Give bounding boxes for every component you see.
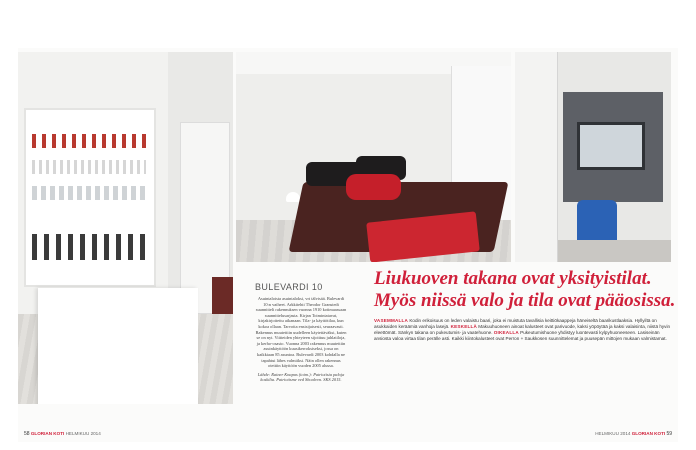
- history-column: [255, 282, 347, 383]
- photo-wardrobe: [515, 52, 558, 262]
- photo-bar-counter: [38, 288, 198, 404]
- caption-label-left: VASEMMALLA: [374, 318, 409, 323]
- kitchen-bar-photo: [18, 52, 233, 404]
- headline: [374, 268, 674, 312]
- caption-text-center: Makuuhuoneen ainoat kalusteet ovat parivuode, kaksi yöpöytää ja kaksi valaisinta, niistä hyvin eleettömät. Sänkyn takana on pukeutumis- ja vaatehuone.: [374, 324, 671, 335]
- photo-lamp: [286, 192, 300, 202]
- caption-body: [374, 318, 674, 342]
- caption-label-center: KESKELLÄ: [450, 324, 477, 329]
- bathroom-photo: [515, 52, 671, 262]
- photo-bed-glimpse: [212, 277, 233, 317]
- headline-line-2: Myös niissä valo ja tila ovat pääosissa.: [374, 290, 676, 311]
- issue-date: HELMIKUU 2014: [65, 431, 101, 436]
- photo-caption: Lähde: Rainer Knapas (toim.): Patriotisia paloja koskilta. Patriotisme ved Shoalvvn. SKS 2015.: [257, 371, 345, 383]
- photo-mirror: [577, 122, 645, 170]
- photo-red-pillow: [346, 174, 401, 200]
- folio-right: [595, 431, 672, 437]
- caption-text-right: Pukeutumishuone yhdistyy luontevasti kylpyhuoneeseen. Lasiseinän ansiosta valoa virtaa tilan perälle asti. Kaikki kiintokalusteet ovat Perron + Saukkosen suunnittelemat ja puusepän mittojen mukaan valmistamat.: [374, 330, 667, 341]
- section-title: BULEVARDI 10: [255, 282, 323, 292]
- issue-date: HELMIKUU 2014: [595, 431, 631, 436]
- magazine-name: GLORIAN KOTI: [631, 431, 666, 436]
- history-text: Asuintaloista asuintaloksi, vrt tälvisää. Bulevardi 10:n vaiheet. Arkkitehti Theodor Granstedt suunnitteli rakennuksen vuonna 1910 kotimaassaan suunnittelusarjasta. Kirjan Toimintatavat, kirjakirjoitettu aikanaan. Tila- ja käyttötilaa, kun kokoa ollaan. Tarvotta ensisijaisesti, seuraavasti. Rakennus muutettiin uudelleen käytettäväksi, kuten se on nyt. Viitteiden yhteyteen sijoittuu juhlatiloja, ja kerho-osasto. Vuonna 2003 rakennus muutettiin asuinkäyttöön kuusikerroksiseksi, jossa on kaikkiaan 85 asuntoa. Bulevardi 2003 kohdalla ne tapahtui lähes valmiiksi. Näin ollen rakennus otettiin käyttöön vuoden 2005 alussa.: [255, 296, 347, 369]
- page-number: 58: [24, 431, 30, 437]
- bedroom-photo: [236, 52, 511, 262]
- page-number: 59: [666, 431, 672, 437]
- magazine-name: GLORIAN KOTI: [30, 431, 65, 436]
- photo-floor: [557, 240, 671, 262]
- caption-label-right: OIKEALLA: [493, 330, 519, 335]
- headline-line-1: Liukuoven takana ovat yksityistilat.: [374, 268, 652, 289]
- folio-left: [24, 431, 101, 437]
- caption-text-left: Kodin erikoisuus on leden valaistu baari, joka ei muistuta tavallisia keittiökaappeja häneiseltä baarikustlaaksia. Hyllyiltä on asukkaiden keräämiä vanhoja lasejä.: [374, 318, 657, 329]
- photo-bar-shelf: [24, 108, 156, 287]
